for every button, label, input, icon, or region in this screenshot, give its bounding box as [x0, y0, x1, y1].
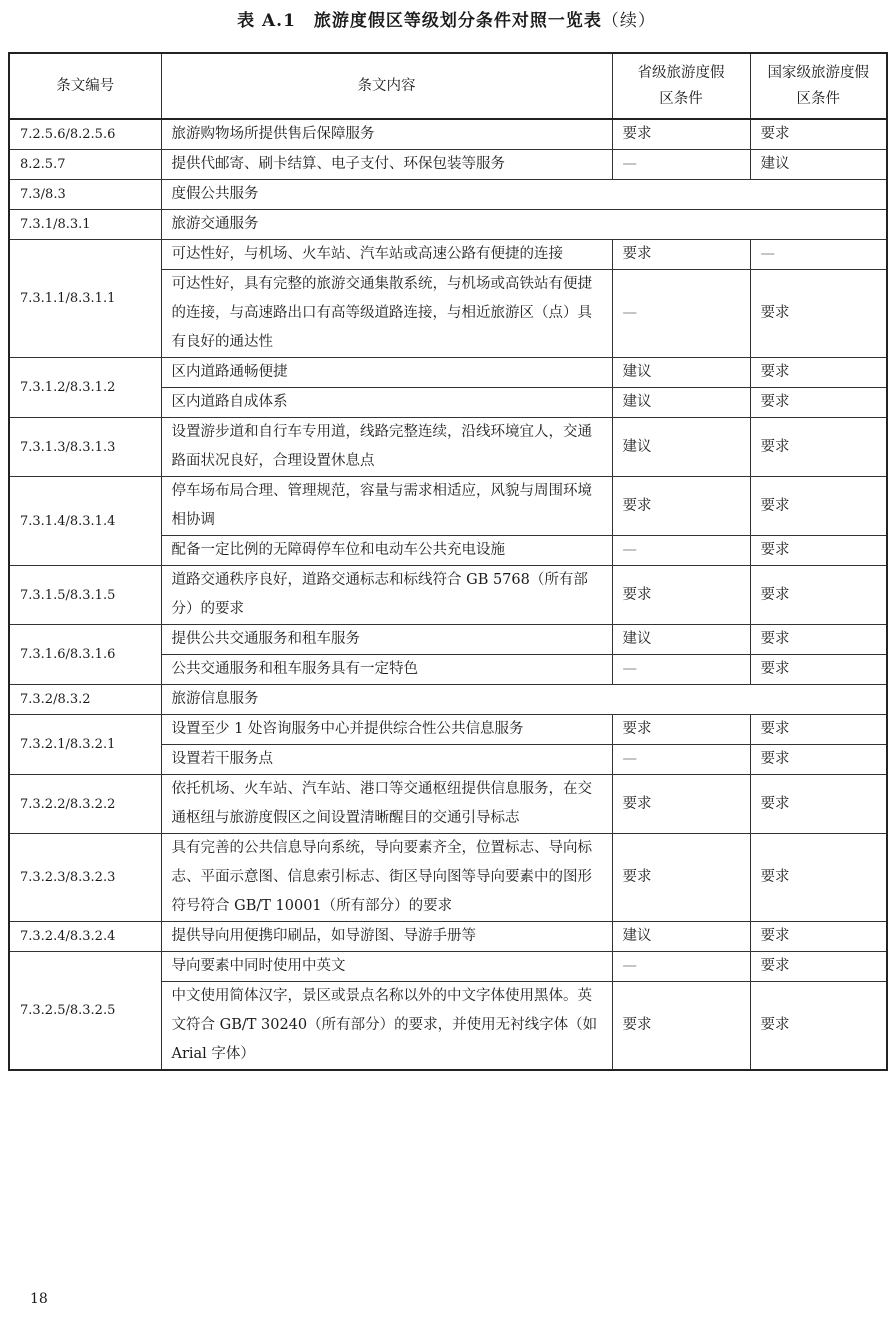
provincial-condition: 建议 — [612, 625, 750, 655]
clause-code: 7.3.1.3/8.3.1.3 — [9, 418, 161, 477]
provincial-condition: 要求 — [612, 240, 750, 270]
clause-content: 区内道路自成体系 — [161, 388, 612, 418]
clause-content: 可达性好，与机场、火车站、汽车站或高速公路有便捷的连接 — [161, 240, 612, 270]
national-condition: 要求 — [750, 119, 887, 150]
provincial-condition: 要求 — [612, 982, 750, 1071]
clause-code: 7.3.1.2/8.3.1.2 — [9, 358, 161, 418]
table-row — [9, 358, 887, 388]
table-row — [9, 775, 887, 834]
clause-content: 提供导向用便携印刷品，如导游图、导游手册等 — [161, 922, 612, 952]
clause-content: 提供公共交通服务和租车服务 — [161, 625, 612, 655]
page-number: 18 — [30, 1291, 48, 1307]
table-title — [0, 6, 893, 31]
provincial-condition: — — [612, 952, 750, 982]
clause-code: 7.3.1.5/8.3.1.5 — [9, 566, 161, 625]
section-title: 旅游信息服务 — [161, 685, 887, 715]
clause-code: 7.3.2.4/8.3.2.4 — [9, 922, 161, 952]
clause-content: 公共交通服务和租车服务具有一定特色 — [161, 655, 612, 685]
national-condition: 要求 — [750, 566, 887, 625]
provincial-condition: 要求 — [612, 477, 750, 536]
table-row — [9, 834, 887, 922]
national-condition: 要求 — [750, 834, 887, 922]
clause-content: 中文使用简体汉字，景区或景点名称以外的中文字体使用黑体。英文符合 GB/T 30240（所有部分）的要求，并使用无衬线字体（如 Arial 字体） — [161, 982, 612, 1071]
clause-code: 7.3.2/8.3.2 — [9, 685, 161, 715]
national-condition: 要求 — [750, 477, 887, 536]
national-condition: 建议 — [750, 150, 887, 180]
provincial-condition: 要求 — [612, 775, 750, 834]
clause-code: 7.2.5.6/8.2.5.6 — [9, 119, 161, 150]
section-title: 度假公共服务 — [161, 180, 887, 210]
clause-code: 7.3.2.5/8.3.2.5 — [9, 952, 161, 1071]
provincial-condition: 要求 — [612, 834, 750, 922]
national-condition: 要求 — [750, 270, 887, 358]
clause-code: 7.3.1.4/8.3.1.4 — [9, 477, 161, 566]
provincial-condition: 要求 — [612, 566, 750, 625]
clause-content: 停车场布局合理、管理规范，容量与需求相适应，风貌与周围环境相协调 — [161, 477, 612, 536]
national-condition: 要求 — [750, 388, 887, 418]
clause-code: 7.3.1.6/8.3.1.6 — [9, 625, 161, 685]
national-condition: 要求 — [750, 625, 887, 655]
clause-code: 7.3.2.1/8.3.2.1 — [9, 715, 161, 775]
clause-content: 区内道路通畅便捷 — [161, 358, 612, 388]
table-row — [9, 240, 887, 270]
clause-code: 7.3.2.3/8.3.2.3 — [9, 834, 161, 922]
clause-code: 7.3.2.2/8.3.2.2 — [9, 775, 161, 834]
national-condition: 要求 — [750, 982, 887, 1071]
table-header-row — [9, 53, 887, 119]
table-body — [9, 119, 887, 1070]
national-condition: 要求 — [750, 952, 887, 982]
provincial-condition: 建议 — [612, 418, 750, 477]
clause-content: 设置至少 1 处咨询服务中心并提供综合性公共信息服务 — [161, 715, 612, 745]
criteria-table — [8, 52, 888, 1071]
provincial-condition: 建议 — [612, 358, 750, 388]
provincial-condition: 要求 — [612, 119, 750, 150]
national-condition: 要求 — [750, 922, 887, 952]
table-row — [9, 625, 887, 655]
table-row — [9, 477, 887, 536]
clause-code: 7.3.1.1/8.3.1.1 — [9, 240, 161, 358]
provincial-condition: 建议 — [612, 922, 750, 952]
national-condition: 要求 — [750, 775, 887, 834]
provincial-condition: — — [612, 536, 750, 566]
clause-content: 道路交通秩序良好，道路交通标志和标线符合 GB 5768（所有部分）的要求 — [161, 566, 612, 625]
clause-content: 具有完善的公共信息导向系统，导向要素齐全，位置标志、导向标志、平面示意图、信息索引标志、街区导向图等导向要素中的图形符号符合 GB/T 10001（所有部分）的要求 — [161, 834, 612, 922]
table-row — [9, 952, 887, 982]
table-title-suffix: （续） — [601, 11, 656, 31]
table-row — [9, 180, 887, 210]
clause-content: 设置游步道和自行车专用道，线路完整连续，沿线环境宜人，交通路面状况良好，合理设置休息点 — [161, 418, 612, 477]
header-national: 国家级旅游度假区条件 — [750, 53, 887, 119]
table-row — [9, 210, 887, 240]
table-row — [9, 685, 887, 715]
header-provincial: 省级旅游度假区条件 — [612, 53, 750, 119]
clause-content: 导向要素中同时使用中英文 — [161, 952, 612, 982]
national-condition: 要求 — [750, 715, 887, 745]
clause-content: 提供代邮寄、刷卡结算、电子支付、环保包装等服务 — [161, 150, 612, 180]
provincial-condition: — — [612, 655, 750, 685]
table-row — [9, 566, 887, 625]
table-row — [9, 715, 887, 745]
clause-content: 旅游购物场所提供售后保障服务 — [161, 119, 612, 150]
table-row — [9, 418, 887, 477]
provincial-condition: 建议 — [612, 388, 750, 418]
clause-code: 7.3.1/8.3.1 — [9, 210, 161, 240]
table-row — [9, 119, 887, 150]
clause-content: 配备一定比例的无障碍停车位和电动车公共充电设施 — [161, 536, 612, 566]
table-row — [9, 150, 887, 180]
provincial-condition: — — [612, 745, 750, 775]
national-condition: 要求 — [750, 536, 887, 566]
national-condition: 要求 — [750, 418, 887, 477]
national-condition: 要求 — [750, 358, 887, 388]
clause-code: 8.2.5.7 — [9, 150, 161, 180]
clause-code: 7.3/8.3 — [9, 180, 161, 210]
provincial-condition: — — [612, 150, 750, 180]
provincial-condition: 要求 — [612, 715, 750, 745]
national-condition: 要求 — [750, 655, 887, 685]
header-content: 条文内容 — [161, 53, 612, 119]
provincial-condition: — — [612, 270, 750, 358]
clause-content: 依托机场、火车站、汽车站、港口等交通枢纽提供信息服务，在交通枢纽与旅游度假区之间设置清晰醒目的交通引导标志 — [161, 775, 612, 834]
national-condition: 要求 — [750, 745, 887, 775]
national-condition: — — [750, 240, 887, 270]
clause-content: 可达性好，具有完整的旅游交通集散系统，与机场或高铁站有便捷的连接，与高速路出口有高等级道路连接，与相近旅游区（点）具有良好的通达性 — [161, 270, 612, 358]
section-title: 旅游交通服务 — [161, 210, 887, 240]
table-title-main: 表 A.1 旅游度假区等级划分条件对照一览表 — [237, 11, 602, 31]
header-code: 条文编号 — [9, 53, 161, 119]
table-row — [9, 922, 887, 952]
clause-content: 设置若干服务点 — [161, 745, 612, 775]
